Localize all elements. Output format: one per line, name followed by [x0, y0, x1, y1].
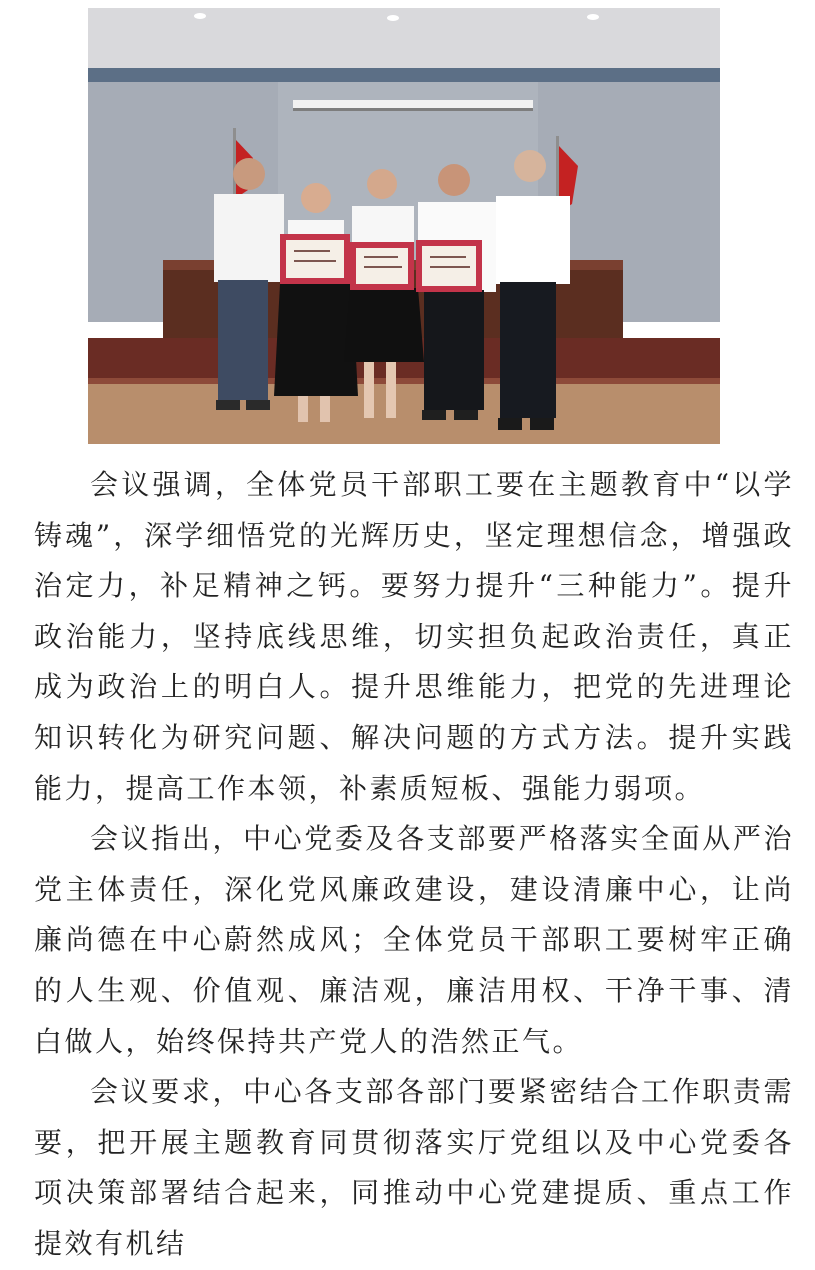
article-paragraph: 会议要求，中心各支部各部门要紧密结合工作职责需要，把开展主题教育同贯彻落实厅党组以及中心党委各项决策部署结合起来，同推动中心党建提质、重点工作提效有机结 [34, 1075, 794, 1260]
award-ceremony-photo [88, 8, 720, 444]
article-paragraph: 会议强调，全体党员干部职工要在主题教育中“以学铸魂”，深学细悟党的光辉历史，坚定理想信念，增强政治定力，补足精神之钙。要努力提升“三种能力”。提升政治能力，坚持底线思维，切实担负起政治责任，真正成为政治上的明白人。提升思维能力，把党的先进理论知识转化为研究问题、解决问题的方式方法。提升实践能力，提高工作本领，补素质短板、强能力弱项。 [34, 468, 794, 805]
article-paragraph: 会议指出，中心党委及各支部要严格落实全面从严治党主体责任，深化党风廉政建设，建设清廉中心，让尚廉尚德在中心蔚然成风；全体党员干部职工要树牢正确的人生观、价值观、廉洁观，廉洁用权、干净干事、清白做人，始终保持共产党人的浩然正气。 [34, 822, 794, 1058]
article-body [34, 460, 794, 1270]
